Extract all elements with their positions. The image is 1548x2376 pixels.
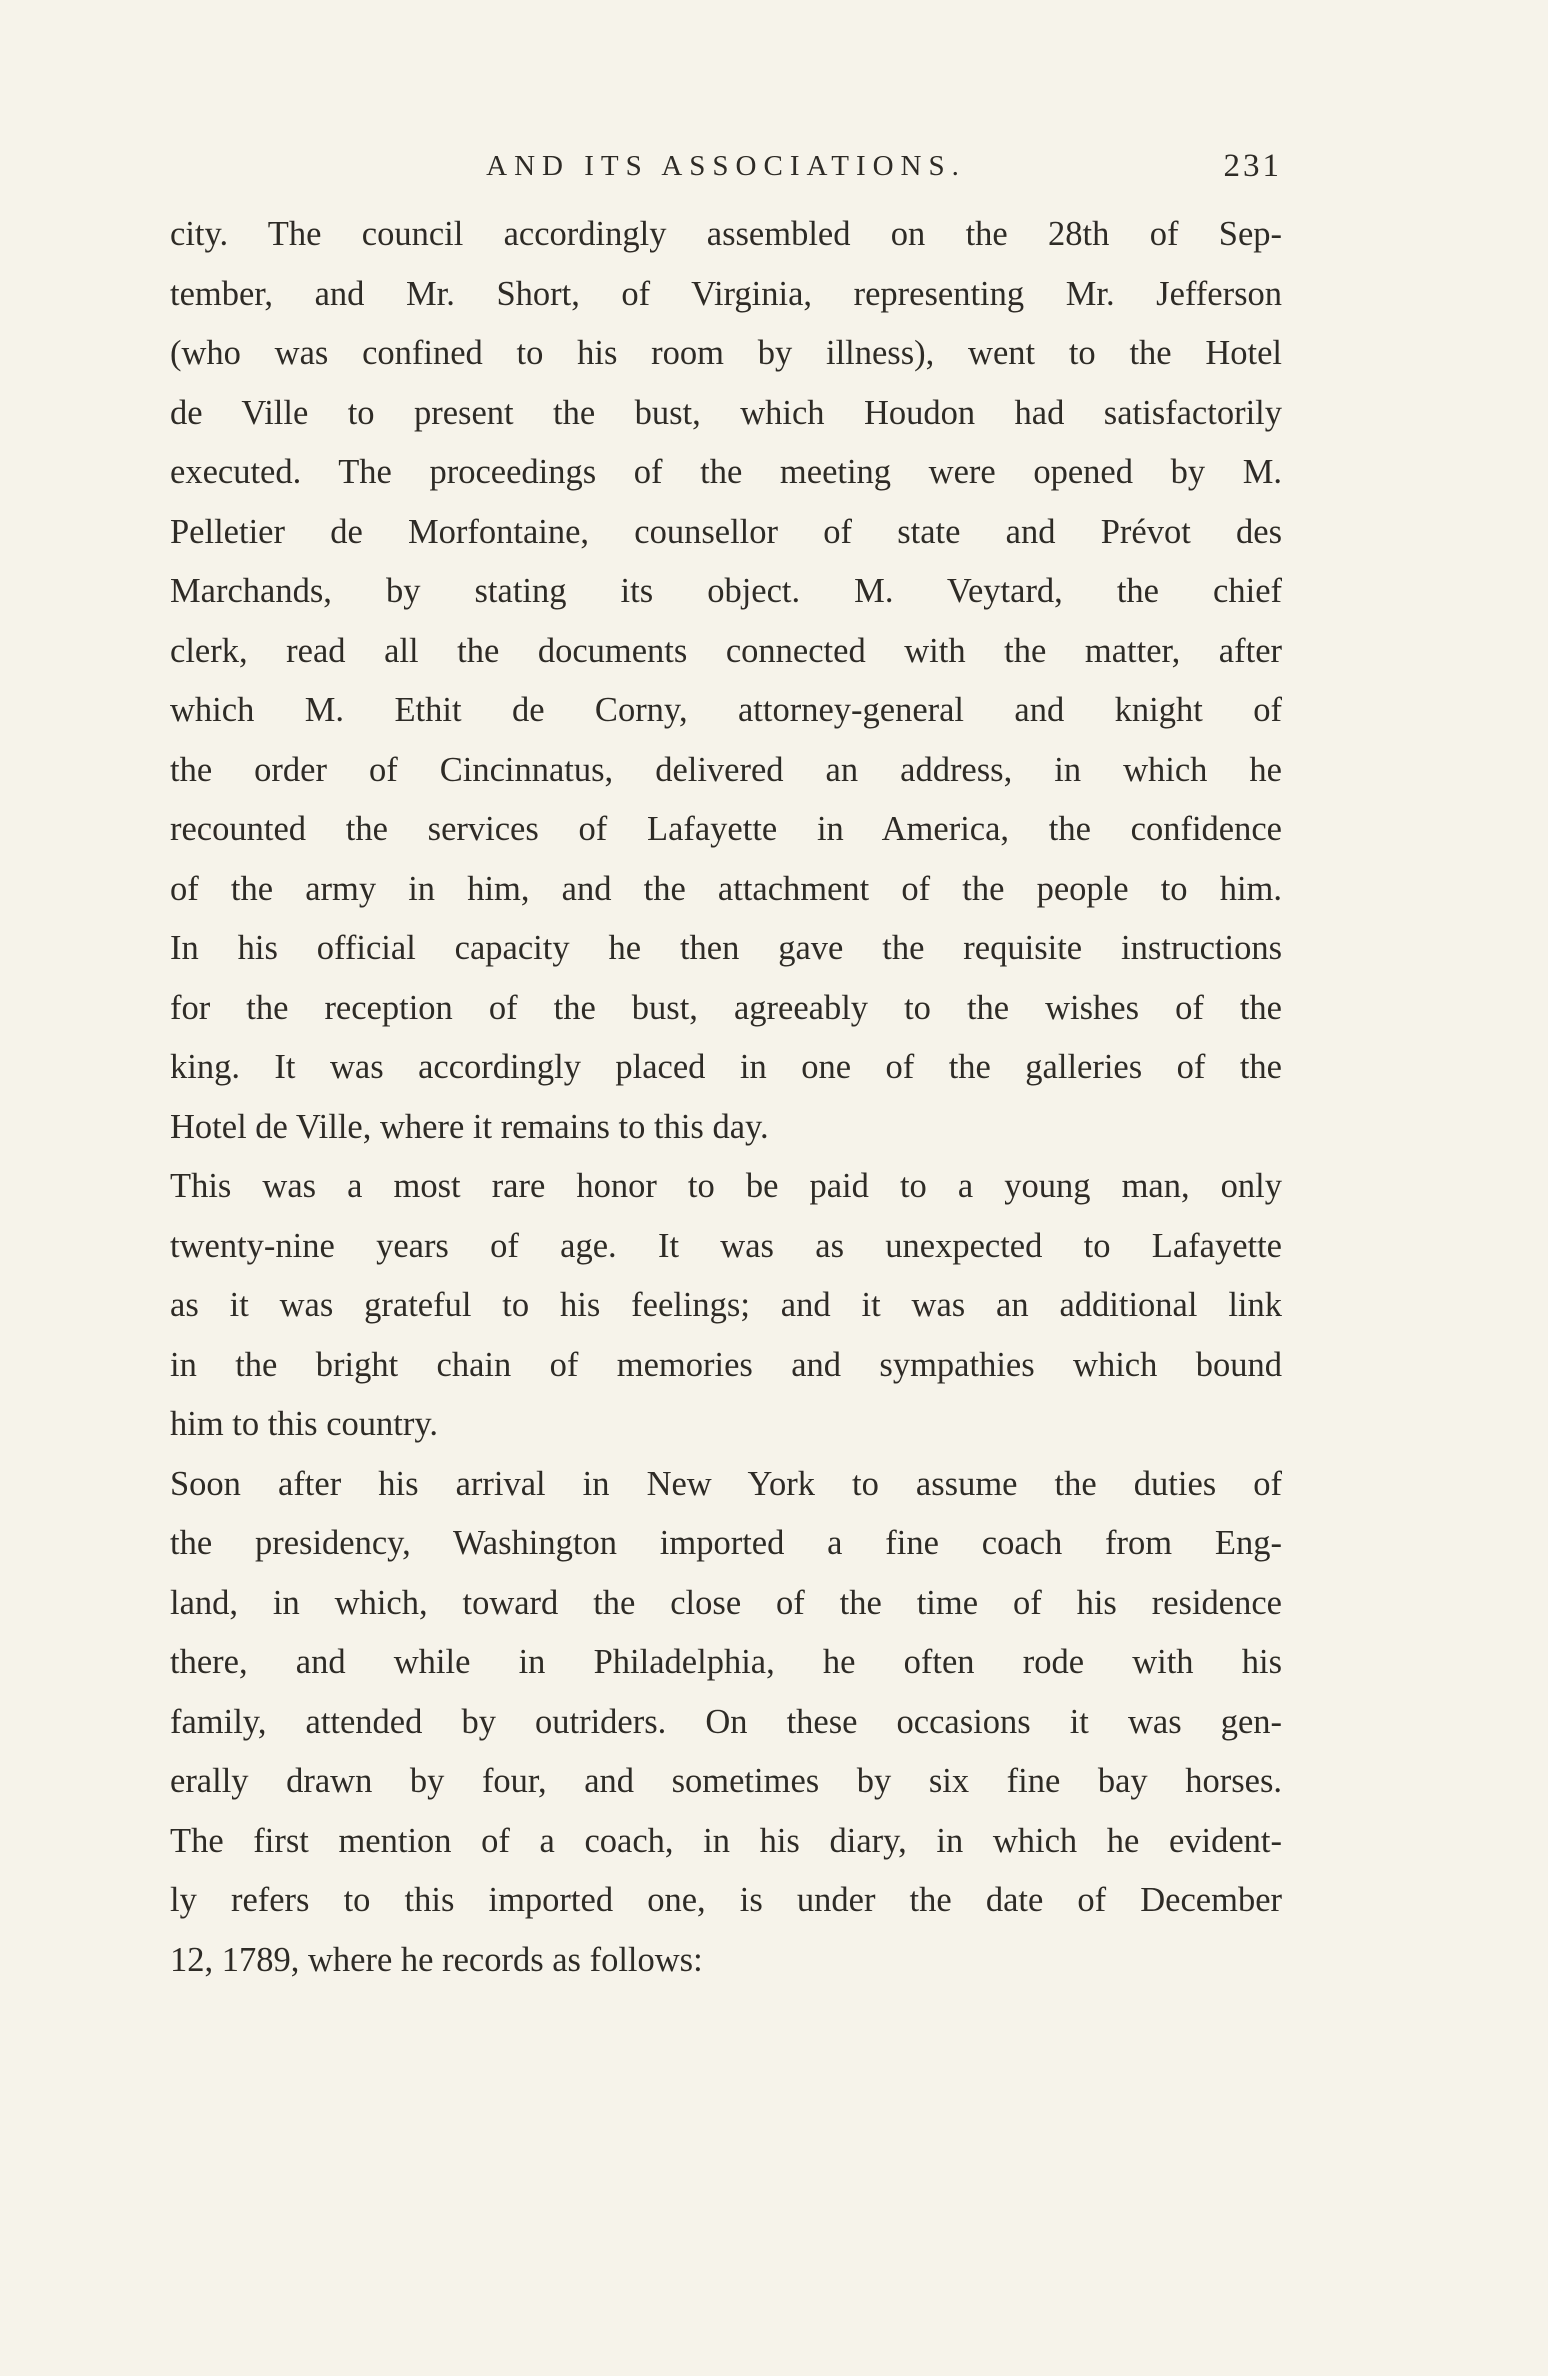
text-line: executed. The proceedings of the meeting were opened by M. [170,453,1282,491]
text-line: for the reception of the bust, agreeably to the wishes of the [170,988,1282,1027]
running-head [170,150,1282,190]
text-line: Hotel de Ville, where it remains to this day. [170,1107,769,1146]
text-line: twenty-nine years of age. It was as unexpected to Lafayette [170,1226,1282,1265]
text-line: clerk, read all the documents connected with the matter, after [170,631,1282,670]
text-line: which M. Ethit de Corny, attorney-general and knight of [170,691,1282,729]
text-line: (who was confined to his room by illness), went to the Hotel [170,334,1282,372]
text-line: of the army in him, and the attachment of the people to him. [170,869,1282,908]
running-title: AND ITS ASSOCIATIONS. [486,150,966,182]
text-line: recounted the services of Lafayette in America, the confidence [170,810,1282,848]
body-text [170,205,1282,1990]
text-line: erally drawn by four, and sometimes by six fine bay horses. [170,1762,1282,1800]
text-line: This was a most rare honor to be paid to a young man, only [170,1167,1282,1205]
page-number: 231 [1223,148,1282,184]
text-line: in the bright chain of memories and sympathies which bound [170,1345,1282,1384]
text-line: the order of Cincinnatus, delivered an address, in which he [170,750,1282,789]
text-line: 12, 1789, where he records as follows: [170,1940,703,1979]
text-line: Marchands, by stating its object. M. Veytard, the chief [170,572,1282,610]
text-line: Pelletier de Morfontaine, counsellor of state and Prévot des [170,512,1282,551]
text-line: as it was grateful to his feelings; and it was an additional link [170,1286,1282,1324]
text-line: Soon after his arrival in New York to assume the duties of [170,1464,1282,1503]
text-line: there, and while in Philadelphia, he often rode with his [170,1643,1282,1681]
text-line: him to this country. [170,1405,438,1443]
text-line: king. It was accordingly placed in one of the galleries of the [170,1048,1282,1086]
text-line: city. The council accordingly assembled on the 28th of Sep- [170,215,1282,253]
text-line: land, in which, toward the close of the time of his residence [170,1583,1282,1622]
text-line: tember, and Mr. Short, of Virginia, representing Mr. Jefferson [170,274,1282,313]
text-line: de Ville to present the bust, which Houdon had satisfactorily [170,393,1282,432]
text-line: In his official capacity he then gave the requisite instructions [170,929,1282,967]
text-line: The first mention of a coach, in his diary, in which he evident- [170,1821,1282,1860]
text-line: family, attended by outriders. On these occasions it was gen- [170,1702,1282,1741]
text-line: ly refers to this imported one, is under the date of December [170,1881,1282,1919]
text-line: the presidency, Washington imported a fine coach from Eng- [170,1524,1282,1562]
